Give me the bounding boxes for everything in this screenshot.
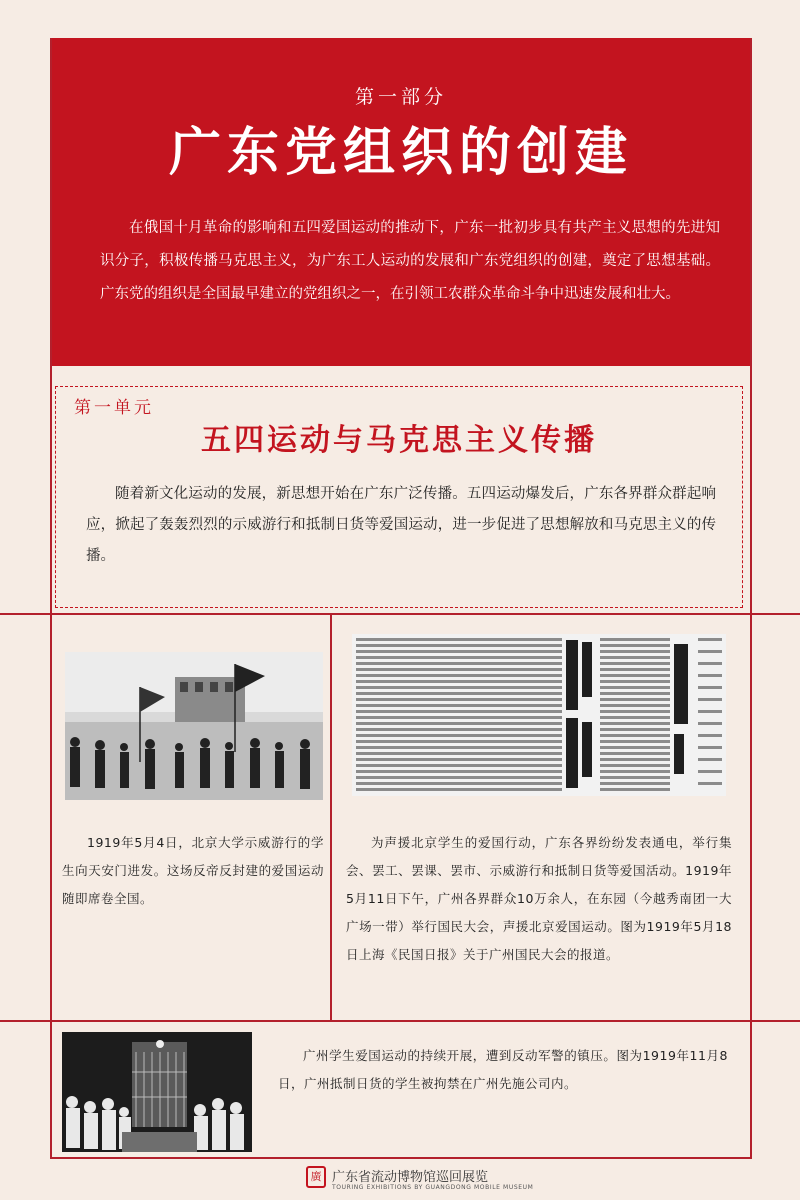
- museum-footer: [0, 1164, 800, 1194]
- part-intro: 在俄国十月革命的影响和五四爱国运动的推动下，广东一批初步具有共产主义思想的先进知识分子，积极传播马克思主义，为广东工人运动的发展和广东党组织的创建，奠定了思想基础。广东党的组织是全国最早建立的党组织之一，在引领工农群众革命斗争中迅速发展和壮大。: [100, 220, 720, 302]
- frame-bottom-line: [50, 1157, 752, 1159]
- museum-name: 广东省流动博物馆巡回展览: [332, 1170, 489, 1185]
- caption-detained-students: 广州学生爱国运动的持续开展，遭到反动军警的镇压。图为1919年11月8日，广州抵制日货的学生被拘禁在广州先施公司内。: [278, 1048, 728, 1091]
- frame-right-line: [750, 38, 752, 1158]
- unit-box: [55, 386, 743, 608]
- photo-newspaper-report: [352, 634, 726, 796]
- museum-seal-icon: 廣: [306, 1166, 326, 1188]
- photo-student-march: [65, 652, 323, 800]
- panel-vertical-divider: [330, 613, 332, 1020]
- museum-name-en: TOURING EXHIBITIONS BY GUANGDONG MOBILE MUSEUM: [332, 1184, 534, 1191]
- panel-divider-line: [0, 1020, 800, 1022]
- part-header: [52, 38, 750, 366]
- caption-newspaper-report: 为声援北京学生的爱国行动，广东各界纷纷发表通电，举行集会、罢工、罢课、罢市、示威游行和抵制日货等爱国活动。1919年5月11日下午，广州各界群众10万余人，在东园（今越秀南团一大广场一带）举行国民大会，声援北京爱国运动。图为1919年5月18日上海《民国日报》关于广州国民大会的报道。: [346, 835, 732, 962]
- unit-label: 第一单元: [74, 398, 154, 418]
- unit-divider-line: [0, 613, 800, 615]
- unit-title: 五四运动与马克思主义传播: [201, 423, 597, 458]
- unit-intro: 随着新文化运动的发展，新思想开始在广东广泛传播。五四运动爆发后，广东各界群众群起响应，掀起了轰轰烈烈的示威游行和抵制日货等爱国运动，进一步促进了思想解放和马克思主义的传播。: [86, 486, 716, 564]
- part-label: 第一部分: [354, 86, 447, 108]
- caption-student-march: 1919年5月4日，北京大学示威游行的学生向天安门进发。这场反帝反封建的爱国运动随即席卷全国。: [62, 835, 324, 906]
- photo-detained-students: [62, 1032, 252, 1152]
- part-title: 广东党组织的创建: [168, 122, 633, 183]
